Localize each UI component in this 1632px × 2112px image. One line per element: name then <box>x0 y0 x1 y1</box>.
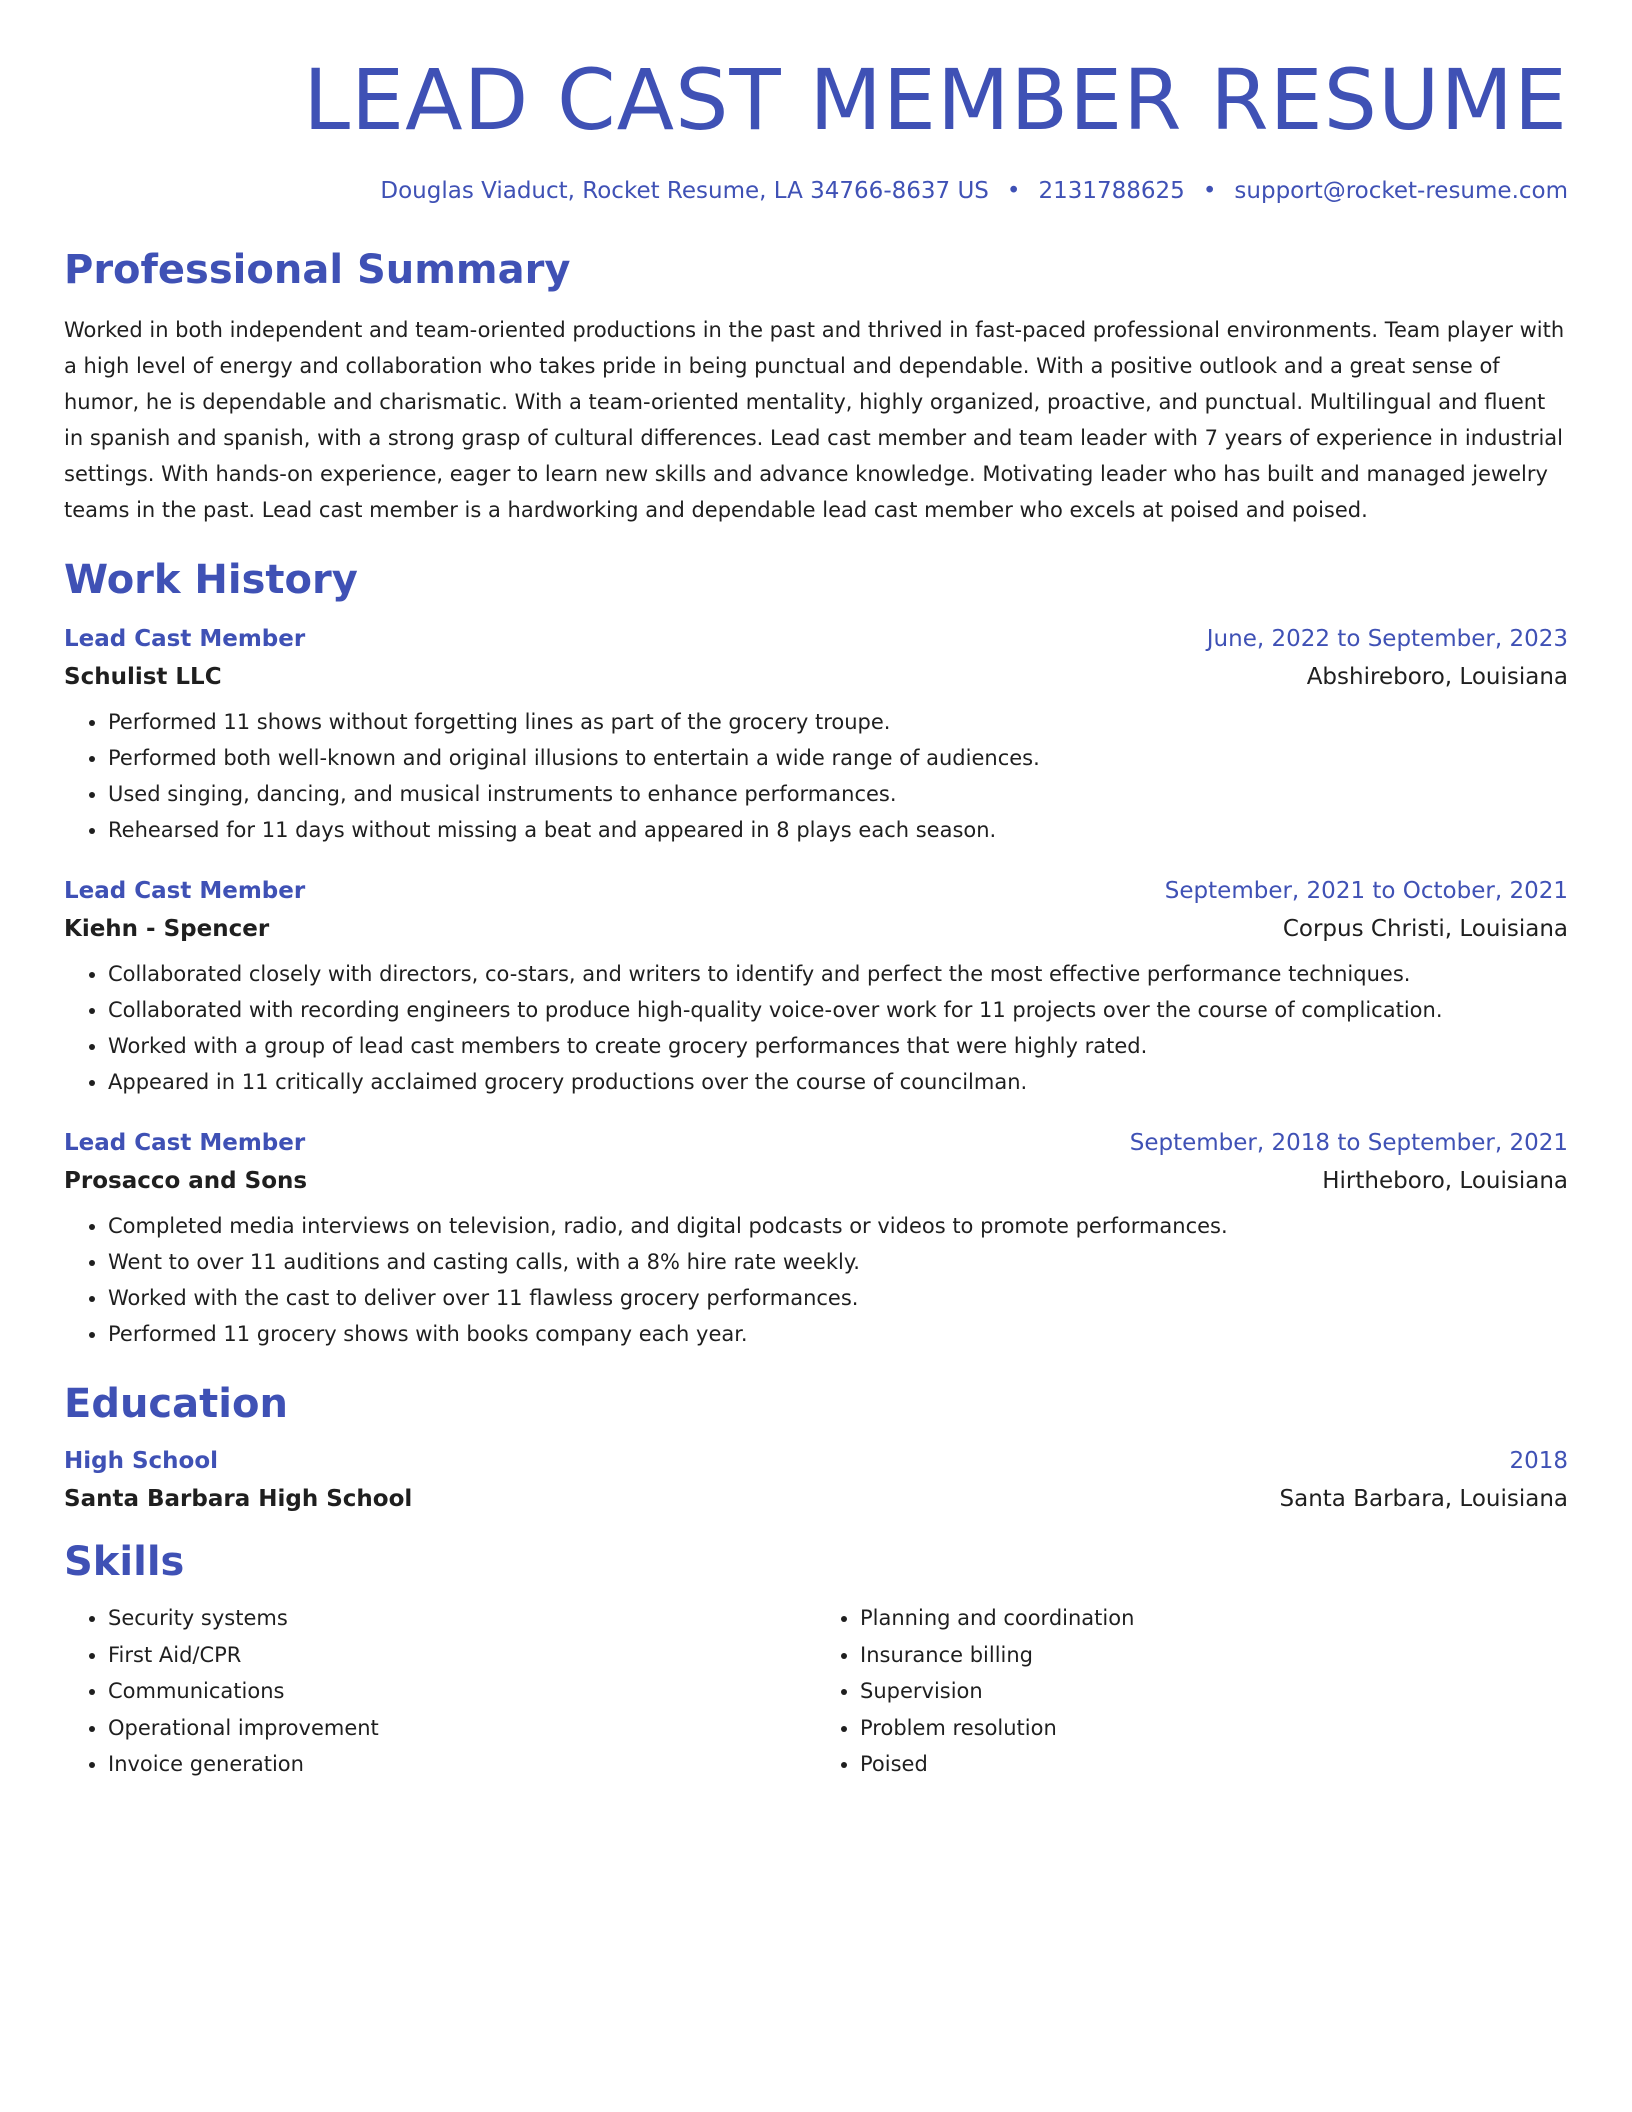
summary-section <box>64 246 1568 528</box>
contact-line <box>64 178 1568 204</box>
job-bullet: • Collaborated closely with directors, co-stars, and writers to identify and perfect the most effective performance techniques. <box>108 956 1568 992</box>
contact-separator: • <box>1006 178 1021 204</box>
skills-section <box>64 1538 1568 1783</box>
job-location: Abshireboro, Louisiana <box>1306 664 1568 690</box>
skill-item: • Insurance billing <box>860 1637 1568 1674</box>
job-dates: June, 2022 to September, 2023 <box>1206 626 1568 652</box>
job-bullet: • Worked with the cast to deliver over 11 flawless grocery performances. <box>108 1280 1568 1316</box>
job-location: Corpus Christi, Louisiana <box>1282 916 1568 942</box>
skill-item: • Problem resolution <box>860 1710 1568 1747</box>
skill-item: • Supervision <box>860 1673 1568 1710</box>
job-bullets <box>64 956 1568 1100</box>
job-bullet: • Used singing, dancing, and musical instruments to enhance performances. <box>108 776 1568 812</box>
job-dates: September, 2021 to October, 2021 <box>1164 878 1568 904</box>
job-bullets <box>64 704 1568 848</box>
job-role: Lead Cast Member <box>64 1130 306 1156</box>
job-role: Lead Cast Member <box>64 878 306 904</box>
job-dates: September, 2018 to September, 2021 <box>1129 1130 1568 1156</box>
skill-item: • Security systems <box>108 1600 816 1637</box>
resume-title: LEAD CAST MEMBER RESUME <box>303 51 1568 149</box>
job-company: Schulist LLC <box>64 664 222 690</box>
skill-item: • Communications <box>108 1673 816 1710</box>
resume-page <box>64 0 1568 1783</box>
contact-separator: • <box>1202 178 1217 204</box>
job-role: Lead Cast Member <box>64 626 306 652</box>
education-location: Santa Barbara, Louisiana <box>1279 1486 1568 1512</box>
job-bullet: • Completed media interviews on television, radio, and digital podcasts or videos to promote performances. <box>108 1208 1568 1244</box>
job-bullet: • Performed 11 grocery shows with books company each year. <box>108 1316 1568 1352</box>
education-heading: Education <box>64 1381 288 1427</box>
job-bullet: • Performed both well-known and original illusions to entertain a wide range of audiences. <box>108 740 1568 776</box>
education-degree: High School <box>64 1448 219 1474</box>
work-history-heading: Work History <box>64 557 358 603</box>
job-company: Kiehn - Spencer <box>64 916 270 942</box>
skill-item: • Planning and coordination <box>860 1600 1568 1637</box>
skill-item: • First Aid/CPR <box>108 1637 816 1674</box>
skills-list-right <box>816 1600 1568 1783</box>
job-bullets <box>64 1208 1568 1352</box>
job-bullet: • Performed 11 shows without forgetting lines as part of the grocery troupe. <box>108 704 1568 740</box>
skill-item: • Operational improvement <box>108 1710 816 1747</box>
education-section <box>64 1380 1568 1512</box>
skill-item: • Poised <box>860 1746 1568 1783</box>
skills-heading: Skills <box>64 1539 185 1585</box>
job-entry <box>64 626 1568 848</box>
job-bullet: • Went to over 11 auditions and casting calls, with a 8% hire rate weekly. <box>108 1244 1568 1280</box>
job-entry <box>64 1130 1568 1352</box>
summary-heading: Professional Summary <box>64 247 571 293</box>
job-bullet: • Collaborated with recording engineers to produce high-quality voice-over work for 11 projects over the course of complication. <box>108 992 1568 1028</box>
job-bullet: • Worked with a group of lead cast members to create grocery performances that were highly rated. <box>108 1028 1568 1064</box>
skills-list-left <box>64 1600 816 1783</box>
job-company: Prosacco and Sons <box>64 1168 308 1194</box>
work-history-section <box>64 556 1568 1352</box>
education-year: 2018 <box>1509 1448 1568 1474</box>
skill-item: • Invoice generation <box>108 1746 816 1783</box>
job-bullet: • Rehearsed for 11 days without missing a beat and appeared in 8 plays each season. <box>108 812 1568 848</box>
job-entry <box>64 878 1568 1100</box>
contact-address: Douglas Viaduct, Rocket Resume, LA 34766-8637 US <box>380 178 989 204</box>
education-school: Santa Barbara High School <box>64 1486 413 1512</box>
job-bullet: • Appeared in 11 critically acclaimed grocery productions over the course of councilman. <box>108 1064 1568 1100</box>
contact-phone: 2131788625 <box>1038 178 1185 204</box>
summary-text: Worked in both independent and team-oriented productions in the past and thrived in fast-paced professional environments. Team player with a high level of energy and collaboration who takes pride in being punctual and dependable. With a positive outlook and a great sense of humor, he is dependable and charismatic. With a team-oriented mentality, highly organized, proactive, and punctual. Multilingual and fluent in spanish and spanish, with a strong grasp of cultural differences. Lead cast member and team leader with 7 years of experience in industrial settings. With hands-on experience, eager to learn new skills and advance knowledge. Motivating leader who has built and managed jewelry teams in the past. Lead cast member is a hardworking and dependable lead cast member who excels at poised and poised. <box>64 318 1565 522</box>
job-location: Hirtheboro, Louisiana <box>1322 1168 1568 1194</box>
contact-email: support@rocket-resume.com <box>1234 178 1568 204</box>
skills-columns <box>64 1600 1568 1783</box>
